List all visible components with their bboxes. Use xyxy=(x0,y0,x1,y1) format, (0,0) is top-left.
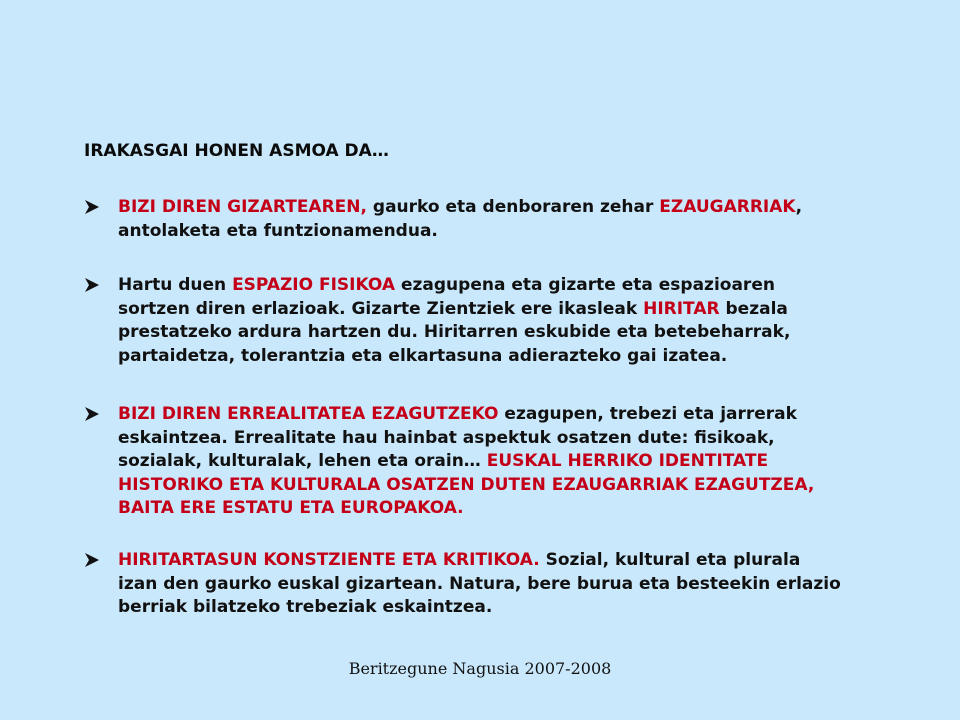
bullet-segment: gaurko eta denboraren zehar xyxy=(366,197,660,217)
bullet-segment: BIZI DIREN GIZARTEAREN, xyxy=(118,197,367,217)
bullet-segment: EZAUGARRIAK xyxy=(659,197,796,217)
slide-heading: IRAKASGAI HONEN ASMOA DA… xyxy=(84,141,389,161)
bullet-item xyxy=(84,549,844,620)
bullet-segment: , antolaketa eta funtzionamendua. xyxy=(118,197,803,241)
bullet-segment: EUSKAL HERRIKO IDENTITATE HISTORIKO ETA KULTURALA OSATZEN DUTEN EZAUGARRIAK EZAGUTZEA, BAITA ERE ESTATU ETA EUROPAKOA. xyxy=(118,451,815,518)
bullet-segment: HIRITARTASUN KONSTZIENTE ETA KRITIKOA. xyxy=(118,550,540,570)
bullet-segment: BIZI DIREN ERREALITATEA EZAGUTZEKO xyxy=(118,404,499,424)
bullet-segment: Sozial, kultural eta plurala izan den gaurko euskal gizartean. Natura, bere burua eta besteekin erlazio berriak bilatzeko trebeziak eskaintzea. xyxy=(118,550,841,617)
bullet-segment: Hartu duen xyxy=(118,275,233,295)
bullet-segment: ezagupena eta gizarte eta espazioaren sortzen diren erlazioak. Gizarte Zientziek ere ikasleak xyxy=(118,275,775,319)
bullet-text xyxy=(118,403,844,521)
bullet-text xyxy=(118,196,844,243)
bullet-item xyxy=(84,403,844,521)
slide-footer: Beritzegune Nagusia 2007-2008 xyxy=(348,659,612,678)
arrowhead-bullet-icon xyxy=(84,277,100,293)
bullet-text xyxy=(118,549,844,620)
arrowhead-bullet-icon xyxy=(84,406,100,422)
arrowhead-bullet-icon xyxy=(84,552,100,568)
bullet-text xyxy=(118,274,844,368)
bullet-item xyxy=(84,196,844,243)
bullet-segment: ezagupen, trebezi eta jarrerak eskaintzea. Errealitate hau hainbat aspektuk osatzen dute: fisikoak, sozialak, kulturalak, lehen eta orain… xyxy=(118,404,797,471)
arrowhead-bullet-icon xyxy=(84,199,100,215)
bullet-segment: ESPAZIO FISIKOA xyxy=(232,275,396,295)
bullet-segment: HIRITAR xyxy=(643,298,720,319)
bullet-item xyxy=(84,274,844,368)
bullet-segment: bezala prestatzeko ardura hartzen du. Hiritarren eskubide eta betebeharrak, partaidetza, tolerantzia eta elkartasuna adierazteko gai izatea. xyxy=(118,298,791,366)
